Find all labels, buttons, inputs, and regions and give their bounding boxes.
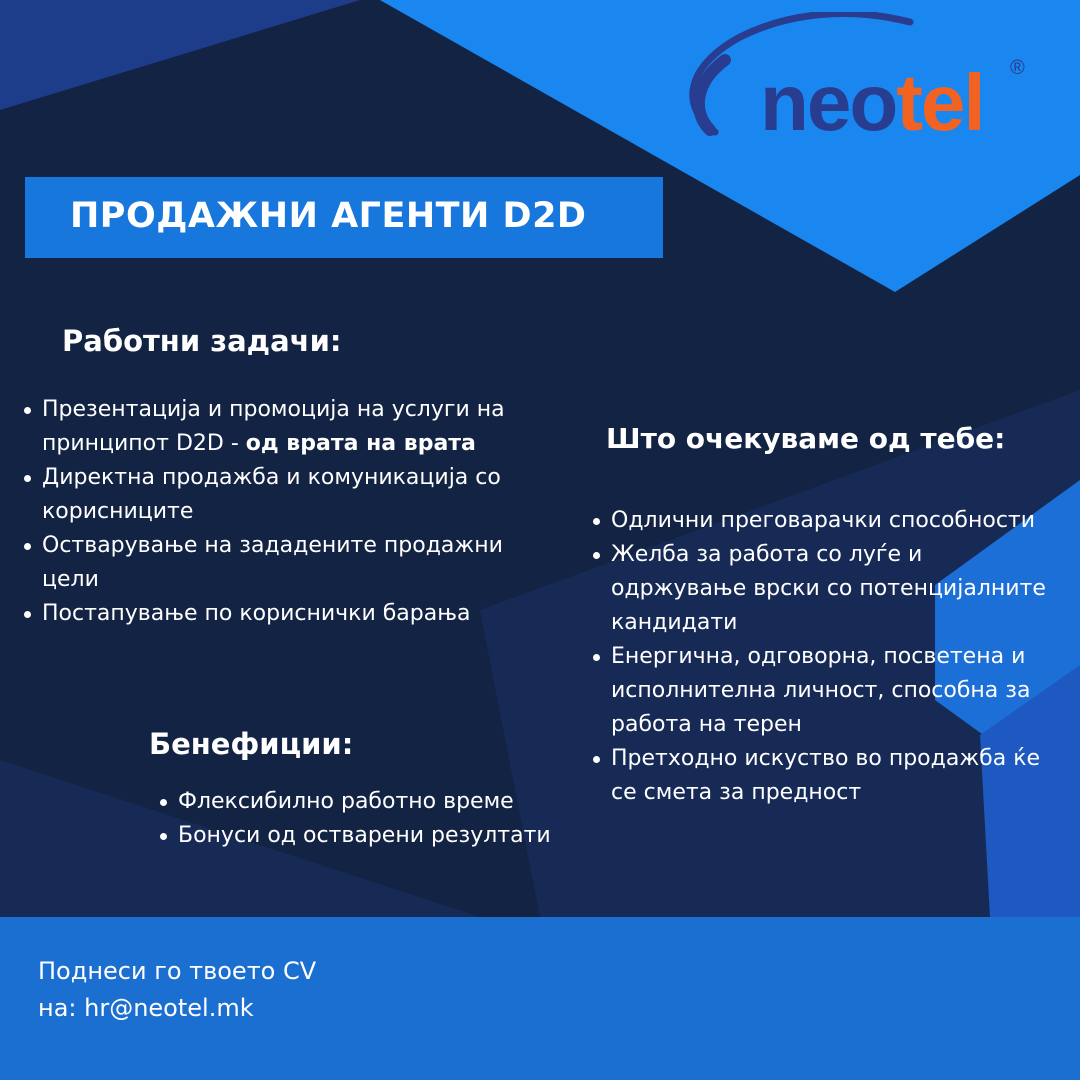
footer-cta: Поднеси го твоето CV: [38, 957, 317, 985]
footer-email: на: hr@neotel.mk: [38, 994, 254, 1022]
registered-mark: ®: [1010, 57, 1025, 79]
neotel-logo: [680, 12, 1040, 142]
tasks-heading: Работни задачи:: [62, 324, 342, 358]
list-item: Директна продажба и комуникација со корисниците: [24, 461, 544, 529]
logo-wordmark: [760, 58, 984, 142]
tasks-list: [24, 393, 544, 631]
benefits-heading: Бенефиции:: [149, 727, 354, 761]
list-item: Претходно искуство во продажба ќе се смета за предност: [593, 742, 1053, 810]
list-item: Флексибилно работно време: [160, 785, 580, 819]
logo-text-neo: neo: [760, 58, 897, 142]
list-item: Постапување по кориснички барања: [24, 597, 544, 631]
task-text: Презентација и промоција на услуги на принципот D2D -: [42, 397, 505, 456]
list-item: Бонуси од остварени резултати: [160, 819, 580, 853]
expectations-heading: Што очекуваме од тебе:: [606, 422, 1006, 455]
list-item: Желба за работа со луѓе и одржување врски со потенцијалните кандидати: [593, 538, 1053, 640]
list-item: Енергична, одговорна, посветена и исполнителна личност, способна за работа на терен: [593, 640, 1053, 742]
list-item: Одлични преговарачки способности: [593, 504, 1053, 538]
task-bold-text: од врата на врата: [245, 431, 476, 456]
benefits-list: [160, 785, 580, 853]
list-item: [24, 393, 544, 461]
expectations-list: [593, 504, 1053, 810]
logo-text-tel: tel: [896, 58, 984, 142]
list-item: Остварување на зададените продажни цели: [24, 529, 544, 597]
page-title: ПРОДАЖНИ АГЕНТИ D2D: [70, 196, 587, 236]
